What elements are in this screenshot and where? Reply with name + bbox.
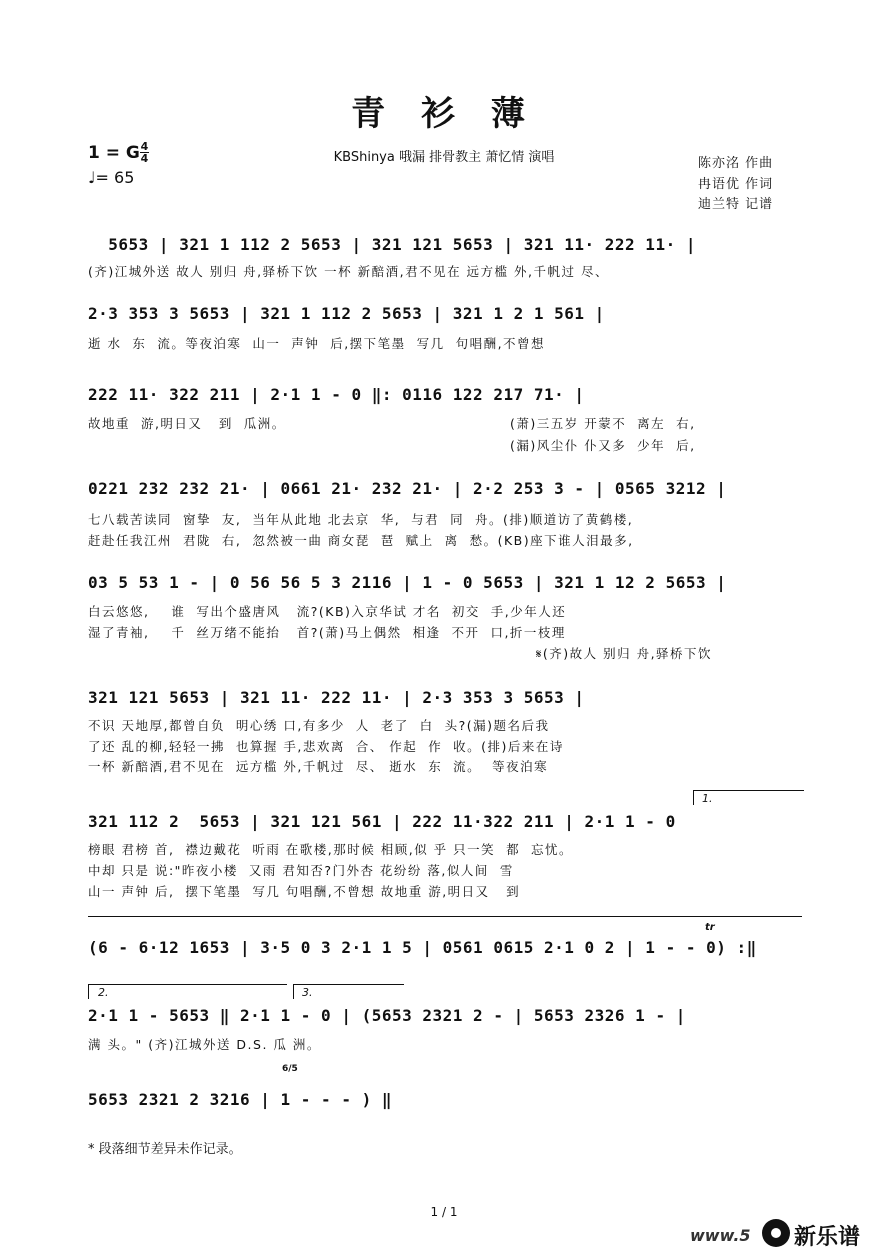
lyric-line: 不识 天地厚,都曾自负 明心绣 口,有多少 人 老了 白 头?(漏)题名后我 (88, 718, 550, 733)
song-title: 青 衫 薄 (351, 94, 537, 134)
performers: KBShinya 哦漏 排骨教主 萧忆情 演唱 (333, 150, 555, 165)
lyric-line: 山一 声钟 后, 摆下笔墨 写几 句唱酬,不曾想 故地重 游,明日又 到 (88, 884, 521, 899)
notation-line: 5653 2321 2 3216 | 1 - - - ) ‖ (88, 1090, 392, 1109)
lyric-line: 𝄋(齐)故人 别归 舟,驿桥下饮 (536, 646, 713, 661)
lyric-line: 一杯 新醅酒,君不见在 远方槛 外,千帆过 尽、 逝水 东 流。 等夜泊寒 (88, 759, 549, 774)
volta-extension (88, 916, 802, 917)
lyric-line: 榜眼 君榜 首, 襟边戴花 听雨 在歌楼,那时候 相顾,似 乎 只一笑 都 忘忧。 (88, 842, 574, 857)
notation-line: 222 11· 322 211 | 2·1 1 - 0 ‖: 0116 122 217 71· | (88, 385, 585, 404)
credit-composer: 陈亦洺 作曲 (698, 156, 774, 171)
notation-line: 321 121 5653 | 321 11· 222 11· | 2·3 353 3 5653 | (88, 688, 585, 707)
lyric-line: 满 头。" (齐)江城外送 D.S. 瓜 洲。 (88, 1037, 321, 1052)
meter-bottom: 4 (140, 152, 149, 165)
lyric-line: 故地重 游,明日又 到 瓜洲。 (88, 416, 286, 431)
lyric-line: 逝 水 东 流。等夜泊寒 山一 声钟 后,摆下笔墨 写几 句唱酬,不曾想 (88, 336, 546, 351)
lyric-line: 七八载苦读同 窗挚 友, 当年从此地 北去京 华, 与君 同 舟。(排)顺道访了黄鹤楼, (88, 512, 634, 527)
lyric-line: 湿了青袖, 千 丝万绪不能抬 首?(萧)马上偶然 相逢 不开 口,折一枝理 (88, 625, 566, 640)
notation-line: 321 112 2 5653 | 321 121 561 | 222 11·322 211 | 2·1 1 - 0 (88, 812, 676, 831)
lyric-line: 中却 只是 说:"昨夜小楼 又雨 君知否?门外杏 花纷纷 落,似人间 雪 (88, 863, 514, 878)
credit-transcriber: 迪兰特 记谱 (698, 197, 774, 212)
grace-note: 6/5 (282, 1064, 298, 1074)
notation-line: 0221 232 232 21· | 0661 21· 232 21· | 2·2 253 3 - | 0565 3212 | (88, 479, 727, 498)
lyric-line: 白云悠悠, 谁 写出个盛唐风 流?(KB)入京华试 才名 初交 手,少年人还 (88, 604, 567, 619)
notation-line: 2·3 353 3 5653 | 321 1 112 2 5653 | 321 1 2 1 561 | (88, 304, 605, 323)
watermark-url: www.5 (690, 1226, 751, 1245)
page-number: 1 / 1 (430, 1205, 458, 1219)
notation-line: 2·1 1 - 5653 ‖ 2·1 1 - 0 | (5653 2321 2 - | 5653 2326 1 - | (88, 1006, 686, 1025)
volta-bracket-2 (88, 984, 287, 999)
trill-mark: tr (705, 922, 715, 933)
lyric-line: (萧)三五岁 开蒙不 离左 右, (510, 416, 696, 431)
lyric-line: 了还 乱的柳,轻轻一拂 也算握 手,悲欢离 合、 作起 作 收。(排)后来在诗 (88, 739, 564, 754)
tempo-mark: ♩= 65 (88, 168, 135, 187)
notation-line: (6 - 6·12 1653 | 3·5 0 3 2·1 1 5 | 0561 0615 2·1 0 2 | 1 - - 0) :‖ (88, 938, 757, 957)
footnote: * 段落细节差异未作记录。 (88, 1142, 242, 1157)
volta-label-3: 3. (302, 986, 313, 999)
watermark-brand: 新乐谱 (794, 1225, 861, 1250)
lyric-line: (齐)江城外送 故人 别归 舟,驿桥下饮 一杯 新醅酒,君不见在 远方槛 外,千帆过 尽、 (88, 264, 609, 279)
notation-line: 5653 | 321 1 112 2 5653 | 321 121 5653 | 321 11· 222 11· | (88, 235, 696, 254)
lyric-line: 赶赴任我江州 君陇 右, 忽然被一曲 商女琵 琶 赋上 离 愁。(KB)座下谁人泪最多, (88, 533, 634, 548)
volta-label-2: 2. (98, 986, 109, 999)
key-signature: 1 = G (88, 143, 140, 163)
volta-label-1: 1. (702, 792, 713, 805)
record-logo-icon (762, 1219, 790, 1247)
notation-line: 03 5 53 1 - | 0 56 56 5 3 2116 | 1 - 0 5653 | 321 1 12 2 5653 | (88, 573, 727, 592)
meter-top: 4 (140, 140, 149, 153)
credit-lyricist: 冉语优 作词 (698, 177, 774, 192)
lyric-line: (漏)风尘仆 仆又多 少年 后, (510, 438, 696, 453)
